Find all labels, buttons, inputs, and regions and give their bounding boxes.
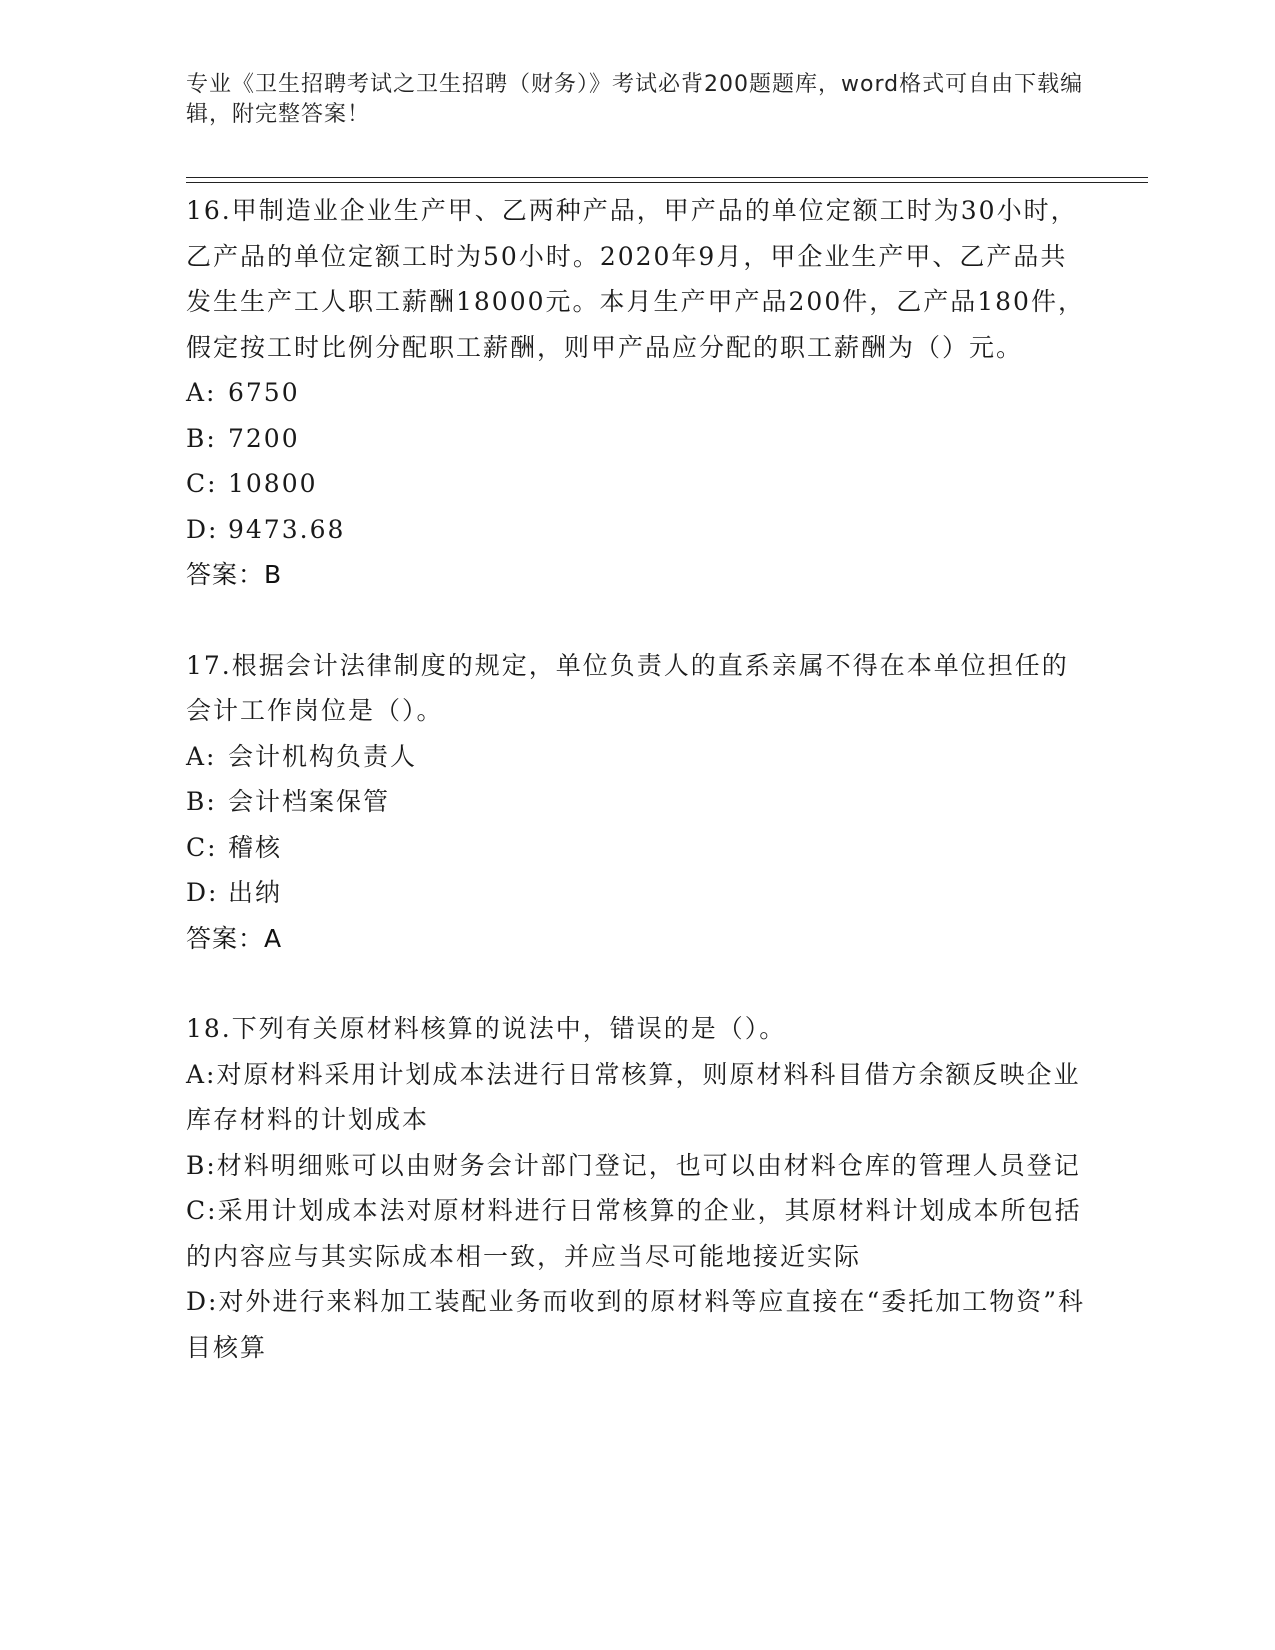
option-text: 采用计划成本法对原材料进行日常核算的企业，其原材料计划成本所包括的内容应与其实际成本相一致，并应当尽可能地接近实际 [186, 1196, 1082, 1271]
document-header: 专业《卫生招聘考试之卫生招聘（财务）》考试必背200题题库，word格式可自由下载编辑，附完整答案！ [186, 72, 1084, 127]
option-b [186, 416, 1086, 462]
question-list [186, 188, 1086, 1370]
header-rule-bottom [186, 182, 1148, 183]
option-letter: B: [186, 787, 217, 816]
question-16 [186, 188, 1086, 598]
option-text: 材料明细账可以由财务会计部门登记，也可以由材料仓库的管理人员登记 [216, 1150, 1081, 1180]
question-stem: 17.根据会计法律制度的规定，单位负责人的直系亲属不得在本单位担任的会计工作岗位是（）。 [186, 650, 1069, 725]
option-d [186, 1279, 1086, 1370]
option-letter: C: [186, 469, 218, 498]
option-text: 出纳 [228, 878, 283, 907]
option-letter: A: [186, 378, 217, 407]
option-d [186, 507, 1086, 553]
option-text: 会计机构负责人 [228, 741, 418, 771]
question-gap [186, 598, 1086, 643]
option-text: 7200 [228, 423, 300, 453]
option-letter: D: [186, 1287, 219, 1316]
header-rule-top [186, 177, 1148, 178]
option-a [186, 370, 1086, 416]
option-d [186, 870, 1086, 916]
option-text: 对原材料采用计划成本法进行日常核算，则原材料科目借方余额反映企业库存材料的计划成本 [186, 1059, 1081, 1134]
option-letter: A: [186, 741, 217, 771]
option-text: 稽核 [228, 832, 283, 862]
option-text: 会计档案保管 [228, 787, 391, 816]
option-letter: D: [186, 514, 219, 544]
option-c [186, 1188, 1086, 1279]
option-text: 10800 [228, 469, 318, 498]
option-letter: C: [186, 832, 218, 862]
question-18 [186, 1006, 1086, 1370]
option-letter: A: [186, 1059, 217, 1089]
option-letter: C: [186, 1196, 218, 1225]
option-b [186, 779, 1086, 825]
question-17 [186, 643, 1086, 962]
option-c [186, 461, 1086, 507]
answer-line: 答案：B [186, 560, 283, 589]
option-letter: D: [186, 878, 219, 907]
option-text: 对外进行来料加工装配业务而收到的原材料等应直接在“委托加工物资”科目核算 [186, 1287, 1086, 1362]
option-letter: B: [186, 1150, 217, 1180]
question-stem: 18.下列有关原材料核算的说法中，错误的是（）。 [186, 1014, 787, 1043]
answer-line: 答案：A [186, 923, 283, 953]
option-a [186, 734, 1086, 780]
option-b [186, 1143, 1086, 1189]
option-a [186, 1052, 1086, 1143]
option-text: 9473.68 [228, 514, 346, 544]
option-letter: B: [186, 423, 217, 453]
question-gap [186, 961, 1086, 1006]
question-stem: 16.甲制造业企业生产甲、乙两种产品，甲产品的单位定额工时为30小时，乙产品的单位定额工时为50小时。2020年9月，甲企业生产甲、乙产品共发生生产工人职工薪酬18000元。本月生产甲产品200件，乙产品180件，假定按工时比例分配职工薪酬，则甲产品应分配的职工薪酬为（）元。 [186, 196, 1085, 362]
option-c [186, 825, 1086, 871]
option-text: 6750 [228, 378, 300, 407]
